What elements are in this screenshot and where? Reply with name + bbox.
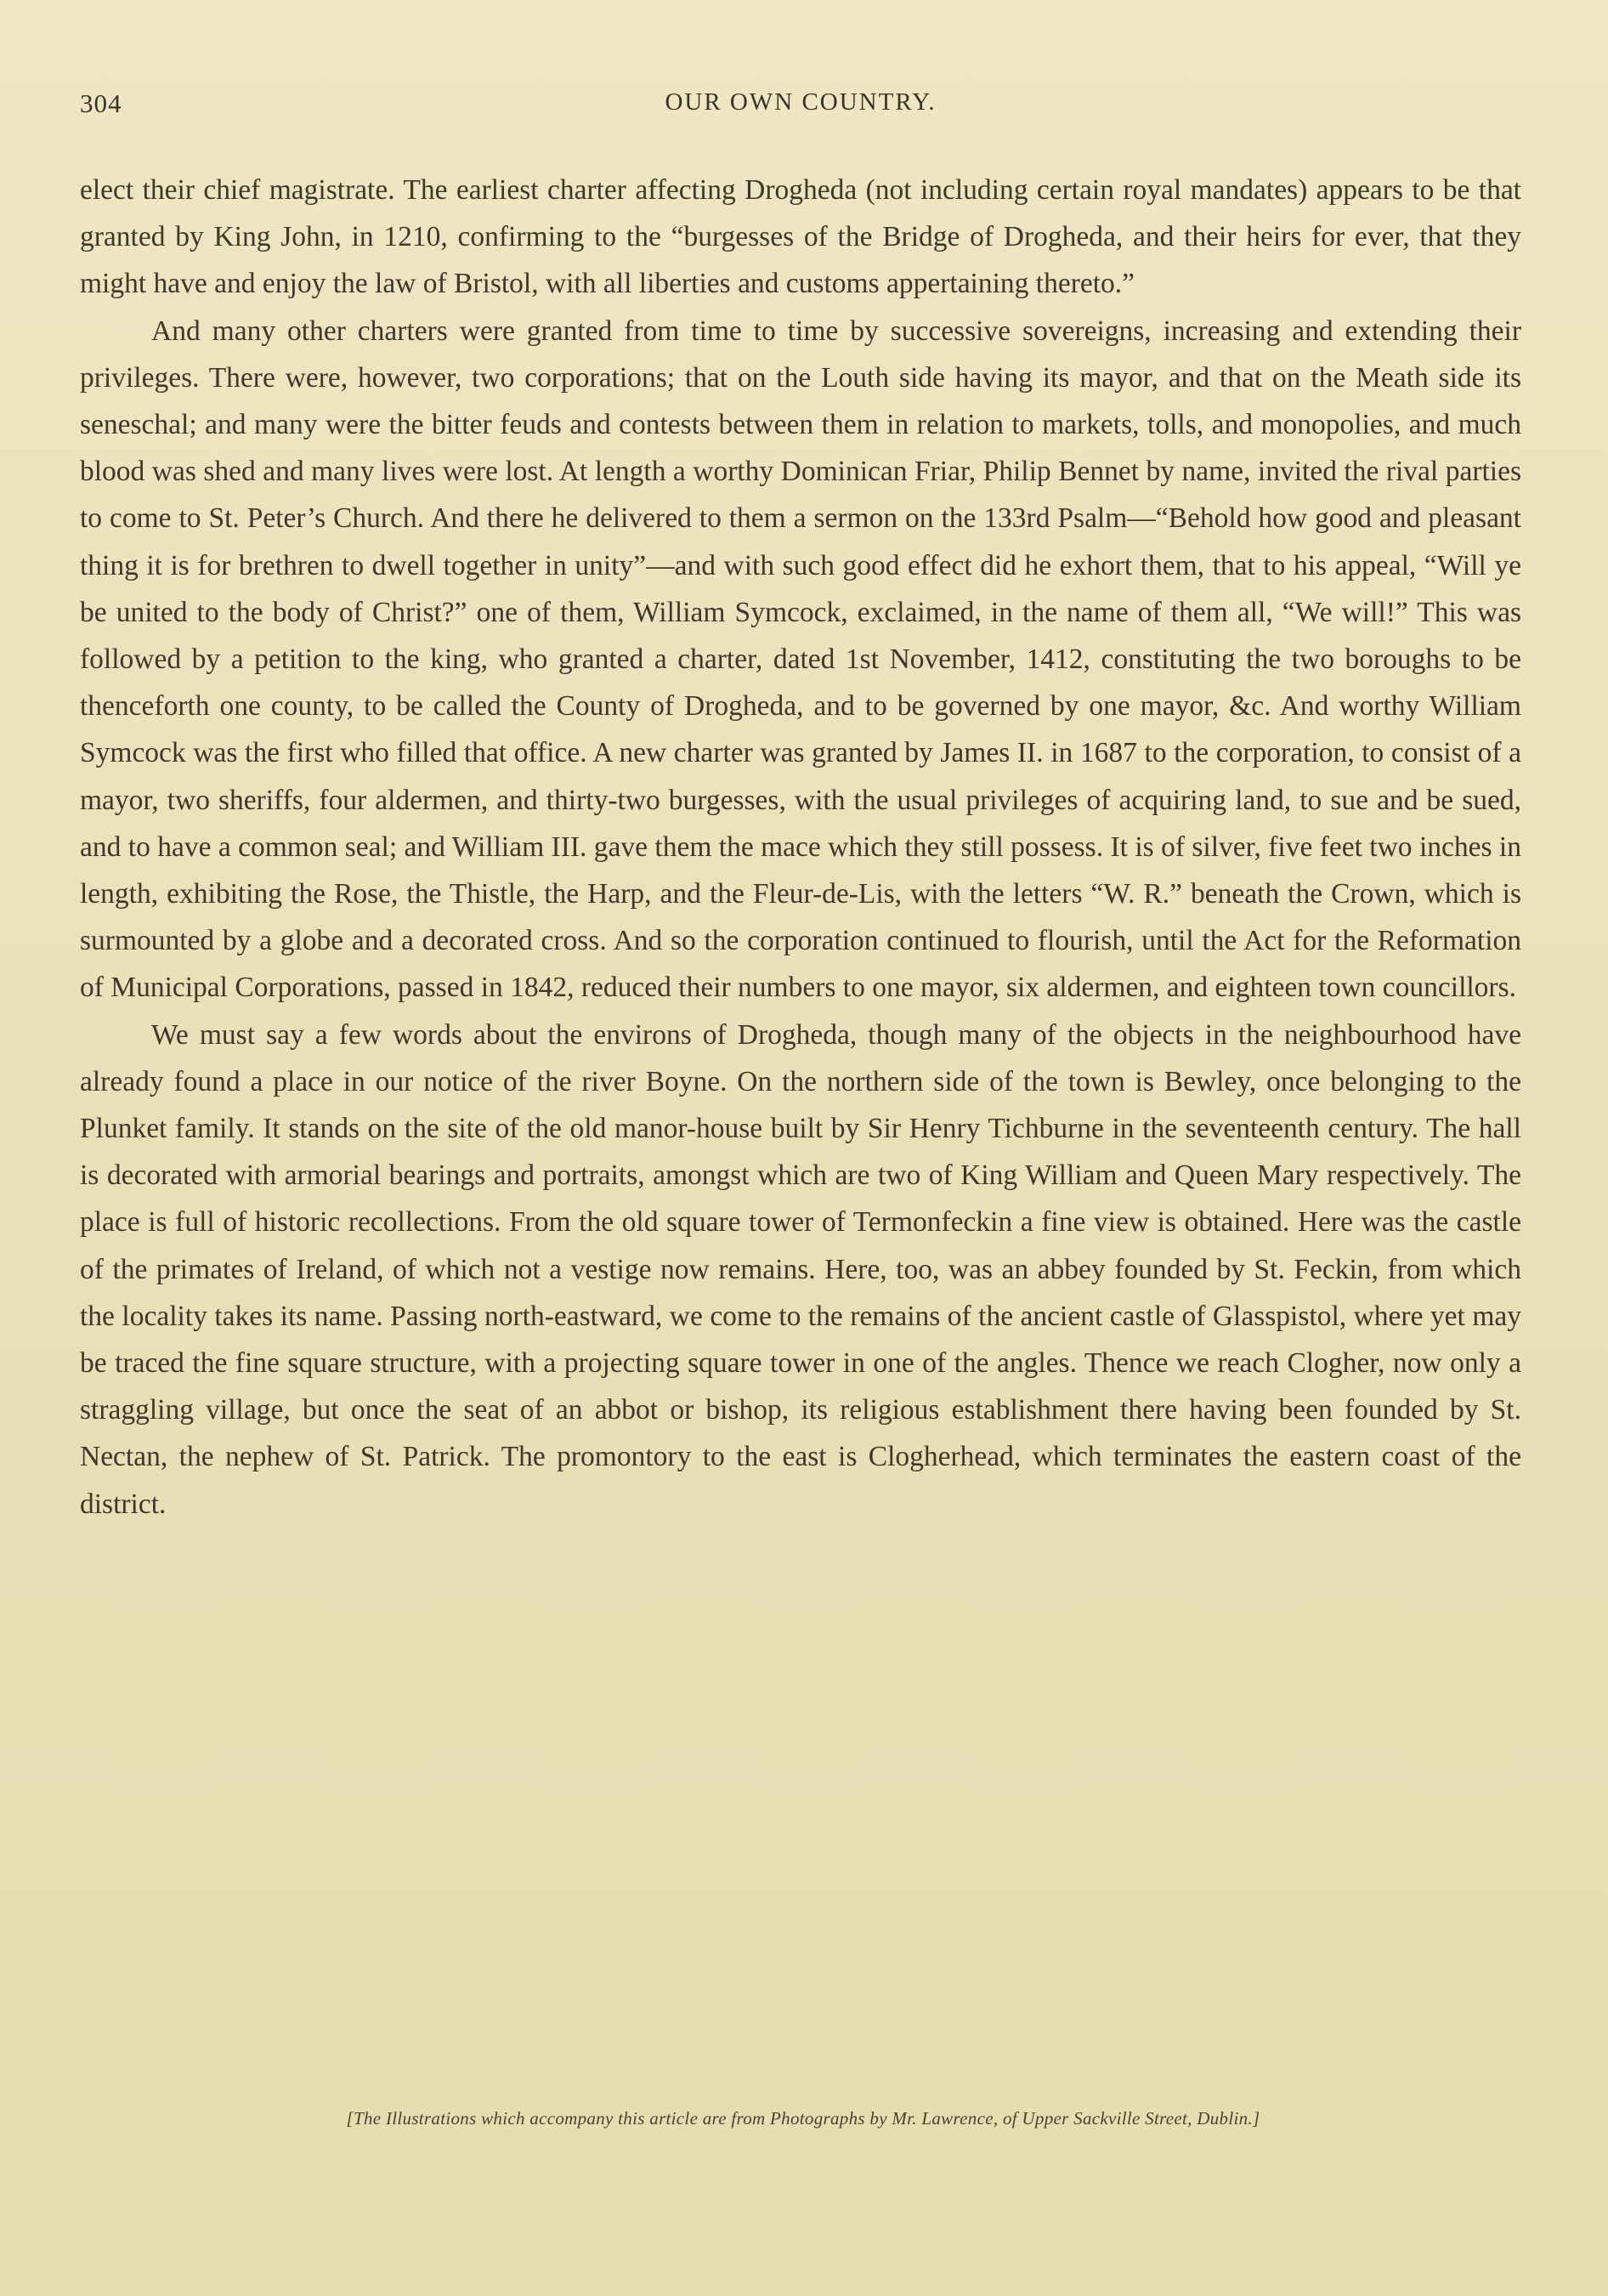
- body-text: [80, 167, 1521, 1528]
- running-title: OUR OWN COUNTRY.: [665, 88, 937, 116]
- illustration-footnote: [The Illustrations which accompany this article are from Photographs by Mr. Lawrence, of Upper Sackville Street, Dublin.]: [346, 2108, 1260, 2129]
- page-number: 304: [80, 88, 122, 118]
- paragraph-2: And many other charters were granted from time to time by successive sovereigns, increasing and extending their privileges. There were, however, two corporations; that on the Louth side having its mayor, and that on the Meath side its seneschal; and many were the bitter feuds and contests between them in relation to markets, tolls, and monopolies, and much blood was shed and many lives were lost. At length a worthy Dominican Friar, Philip Bennet by name, invited the rival parties to come to St. Peter’s Church. And there he delivered to them a sermon on the 133rd Psalm—“Behold how good and pleasant thing it is for brethren to dwell together in unity”—and with such good effect did he exhort them, that to his appeal, “Will ye be united to the body of Christ?” one of them, William Symcock, exclaimed, in the name of them all, “We will!” This was followed by a petition to the king, who granted a charter, dated 1st November, 1412, constituting the two boroughs to be thenceforth one county, to be called the County of Drogheda, and to be governed by one mayor, &c. And worthy William Symcock was the first who filled that office. A new charter was granted by James II. in 1687 to the corporation, to consist of a mayor, two sheriffs, four aldermen, and thirty-two burgesses, with the usual privileges of acquiring land, to sue and be sued, and to have a common seal; and William III. gave them the mace which they still possess. It is of silver, five feet two inches in length, exhibiting the Rose, the Thistle, the Harp, and the Fleur-de-Lis, with the letters “W. R.” beneath the Crown, which is surmounted by a globe and a decorated cross. And so the corporation continued to flourish, until the Act for the Reformation of Municipal Corporations, passed in 1842, reduced their numbers to one mayor, six aldermen, and eighteen town councillors.: [80, 315, 1521, 1004]
- paragraph-3: We must say a few words about the environs of Drogheda, though many of the objects in the neighbourhood have already found a place in our notice of the river Boyne. On the northern side of the town is Bewley, once belonging to the Plunket family. It stands on the site of the old manor-house built by Sir Henry Tichburne in the seventeenth century. The hall is decorated with armorial bearings and portraits, amongst which are two of King William and Queen Mary respectively. The place is full of historic recollections. From the old square tower of Termonfeckin a fine view is obtained. Here was the castle of the primates of Ireland, of which not a vestige now remains. Here, too, was an abbey founded by St. Feckin, from which the locality takes its name. Passing north-eastward, we come to the remains of the ancient castle of Glasspistol, where yet may be traced the fine square structure, with a projecting square tower in one of the angles. Thence we reach Clogher, now only a straggling village, but once the seat of an abbot or bishop, its religious establishment there having been founded by St. Nectan, the nephew of St. Patrick. The promontory to the east is Clogherhead, which terminates the eastern coast of the district.: [80, 1018, 1521, 1520]
- page-header: [80, 88, 1521, 131]
- paragraph-1: elect their chief magistrate. The earliest charter affecting Drogheda (not including certain royal mandates) appears to be that granted by King John, in 1210, confirming to the “burgesses of the Bridge of Drogheda, and their heirs for ever, that they might have and enjoy the law of Bristol, with all liberties and customs appertaining thereto.”: [80, 174, 1521, 300]
